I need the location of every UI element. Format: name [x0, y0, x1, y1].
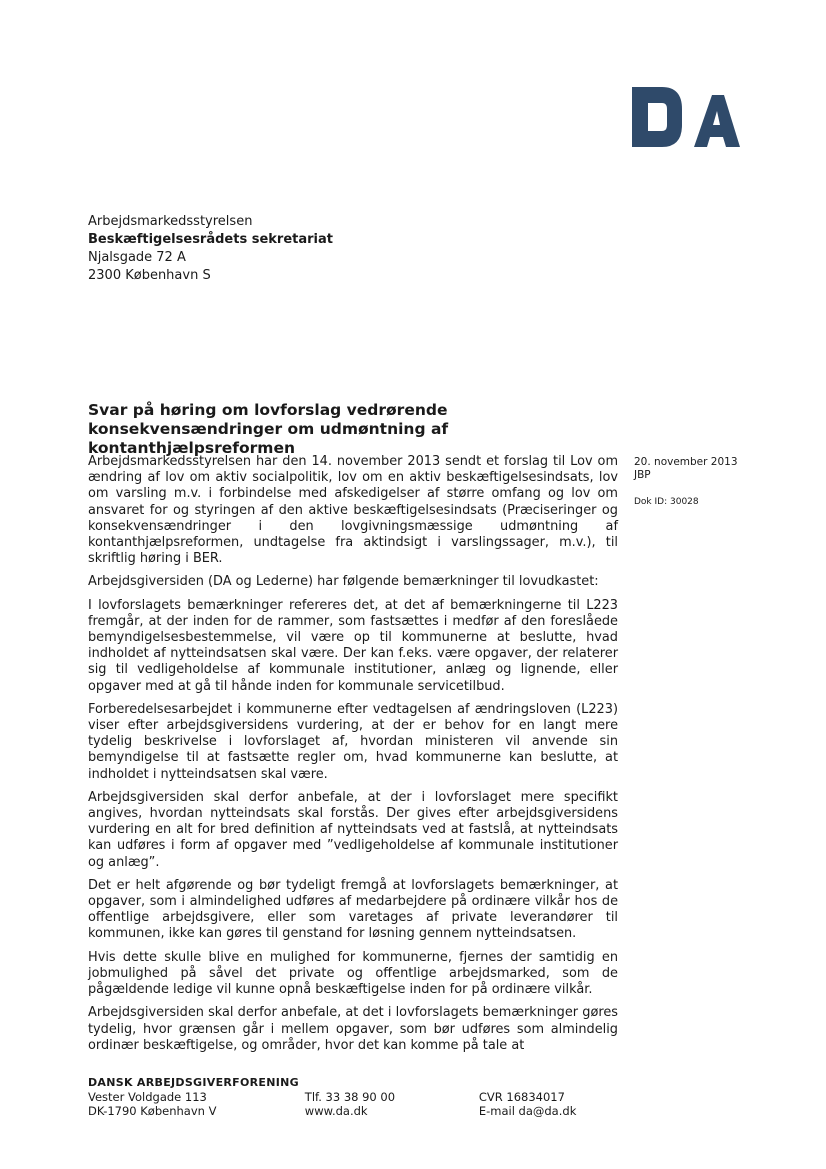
footer-city: DK-1790 København V	[88, 1104, 217, 1118]
footer-org-name: DANSK ARBEJDSGIVERFORENING	[88, 1076, 299, 1089]
footer-row-1	[88, 1090, 628, 1104]
body-paragraph: I lovforslagets bemærkninger refereres det, at det af bemærkningerne til L223 fremgår, at der inden for de rammer, som fastsættes i medfør af den foreslåede bemyndigelsesbestemmelse, vil være op til kommunerne at beslutte, hvad indholdet af nytteindsatsen skal være. Der kan f.eks. være opgaver, der relaterer sig til vedligeholdelse af kommunale institutioner, anlæg og lignende, eller opgaver med at gå til hånde inden for kommunale servicetilbud.	[88, 597, 618, 694]
recipient-line-3: Njalsgade 72 A	[88, 250, 186, 265]
da-logo-mark	[632, 87, 740, 147]
footer-phone: Tlf. 33 38 90 00	[304, 1090, 396, 1104]
letter-date: 20. november 2013	[634, 456, 738, 468]
footer-street: Vester Voldgade 113	[88, 1090, 207, 1104]
body-paragraph: Det er helt afgørende og bør tydeligt fremgå at lovforslagets bemærkninger, at opgaver, som i almindelighed udføres af medarbejdere på ordinære vilkår hos de offentlige arbejdsgivere, eller som varetages af private leverandører til kommunen, ikke kan gøres til genstand for løsning gennem nytteindsatsen.	[88, 877, 618, 942]
body-paragraph: Arbejdsgiversiden (DA og Lederne) har følgende bemærkninger til lovudkastet:	[88, 574, 599, 590]
recipient-line-4: 2300 København S	[88, 268, 211, 283]
letter-footer	[88, 1076, 628, 1118]
body-paragraph: Arbejdsgiversiden skal derfor anbefale, at det i lovforslagets bemærkninger gøres tydelig, hvor grænsen går i mellem opgaver, som bør udføres som almindelig ordinær beskæftigelse, og områder, hvor det kan komme på tale at	[88, 1005, 618, 1053]
letter-body	[88, 454, 618, 1061]
footer-cvr: CVR 16834017	[478, 1090, 565, 1104]
body-paragraph: Forberedelsesarbejdet i kommunerne efter vedtagelsen af ændringsloven (L223) viser efter arbejdsgiversidens vurdering, at der er behov for en langt mere tydelig beskrivelse i lovforslaget af, hvordan ministeren vil anvende sin bemyndigelse til at fastsætte regler om, hvad kommunerne kan beslutte, at indholdet i nytteindsatsen skal være.	[88, 701, 618, 782]
document-id: Dok ID: 30028	[634, 497, 699, 507]
recipient-line-1: Arbejdsmarkedsstyrelsen	[88, 214, 253, 229]
letter-title: Svar på høring om lovforslag vedrørende konsekvensændringer om udmøntning af kontanthjælpsreformen	[88, 401, 449, 457]
body-paragraph: Hvis dette skulle blive en mulighed for kommunerne, fjernes der samtidig en jobmulighed på såvel det private og offentlige arbejdsmarked, som de pågældende ledige vil kunne opnå beskæftigelse inden for på ordinære vilkår.	[88, 949, 618, 998]
footer-row-2	[88, 1104, 628, 1118]
body-paragraph: Arbejdsgiversiden skal derfor anbefale, at der i lovforslaget mere specifikt angives, hvordan nytteindsats skal forstås. Der gives efter arbejdsgiversidens vurdering en alt for bred definition af nytteindsats ved at fastslå, at nytteindsats kan udføres i form af opgaver med ”vedligeholdelse af kommunale institutioner og anlæg”.	[88, 789, 618, 870]
recipient-address	[88, 213, 333, 285]
da-logo	[632, 87, 740, 147]
footer-web-link[interactable]: www.da.dk	[304, 1104, 368, 1118]
footer-email-link[interactable]: E-mail da@da.dk	[478, 1104, 577, 1118]
letter-meta	[634, 456, 738, 509]
body-paragraph: Arbejdsmarkedsstyrelsen har den 14. november 2013 sendt et forslag til Lov om ændring af lov om aktiv socialpolitik, lov om en aktiv beskæftigelsesindsats, lov om varsling m.v. i forbindelse med afskedigelser af større omfang og lov om ansvaret for og styringen af den aktive beskæftigelsesindsats (Præciseringer og konsekvensændringer i den lovgivningsmæssige udmøntning af kontanthjælpsreformen, undtagelse fra aktindsigt i varslingssager, m.v.), til skriftlig høring i BER.	[88, 454, 618, 567]
recipient-line-2: Beskæftigelsesrådets sekretariat	[88, 232, 333, 247]
letter-initials: JBP	[634, 469, 651, 481]
